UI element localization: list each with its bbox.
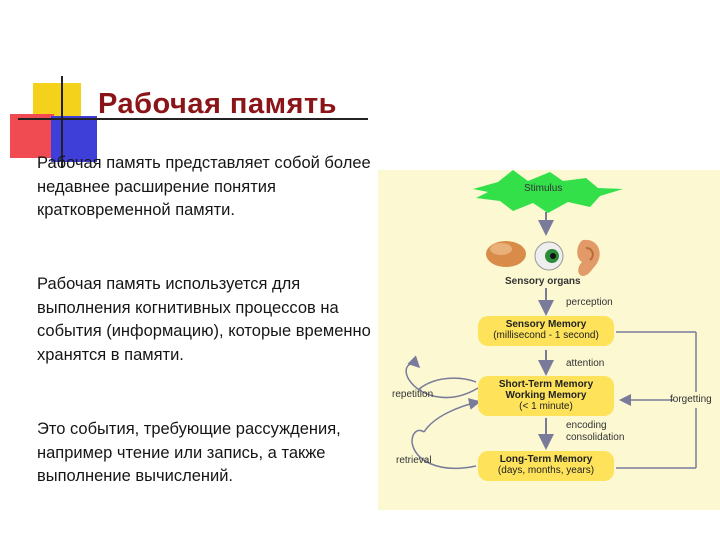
ear-icon xyxy=(577,240,599,276)
working-memory-title: Working Memory xyxy=(505,390,587,401)
slide-title: Рабочая память xyxy=(98,88,337,120)
attention-label: attention xyxy=(566,358,605,369)
sensory-organs-label: Sensory organs xyxy=(505,276,581,287)
repetition-label: repetition xyxy=(392,389,434,400)
paragraph-usage: Рабочая память используется для выполнения когнитивных процессов на события (информацию), которые временно хранятся в памяти. xyxy=(37,275,371,364)
retrieval-label: retrieval xyxy=(396,455,432,466)
perception-label: perception xyxy=(566,297,613,308)
long-term-duration: (days, months, years) xyxy=(497,465,595,476)
short-term-duration: (< 1 minute) xyxy=(519,401,573,412)
long-term-memory-box xyxy=(478,451,614,481)
short-term-memory-title: Short-Term Memory xyxy=(498,379,594,390)
sensory-memory-duration: (millisecond - 1 second) xyxy=(493,330,599,341)
sensory-memory-title: Sensory Memory xyxy=(505,319,587,330)
long-term-memory-title: Long-Term Memory xyxy=(499,454,593,465)
paragraph-definition: Рабочая память представляет собой более недавнее расширение понятия кратковременной памяти. xyxy=(37,154,371,219)
sensory-memory-box xyxy=(478,316,614,346)
consolidation-label: consolidation xyxy=(566,432,625,443)
short-term-memory-box xyxy=(478,376,614,416)
stimulus-label: Stimulus xyxy=(524,183,563,194)
forgetting-label: forgetting xyxy=(670,394,712,405)
paragraph-examples: Это события, требующие рассуждения, например чтение или запись, а также выполнение вычислений. xyxy=(37,420,341,485)
encoding-label: encoding xyxy=(566,420,607,431)
memory-model-diagram xyxy=(378,170,720,510)
